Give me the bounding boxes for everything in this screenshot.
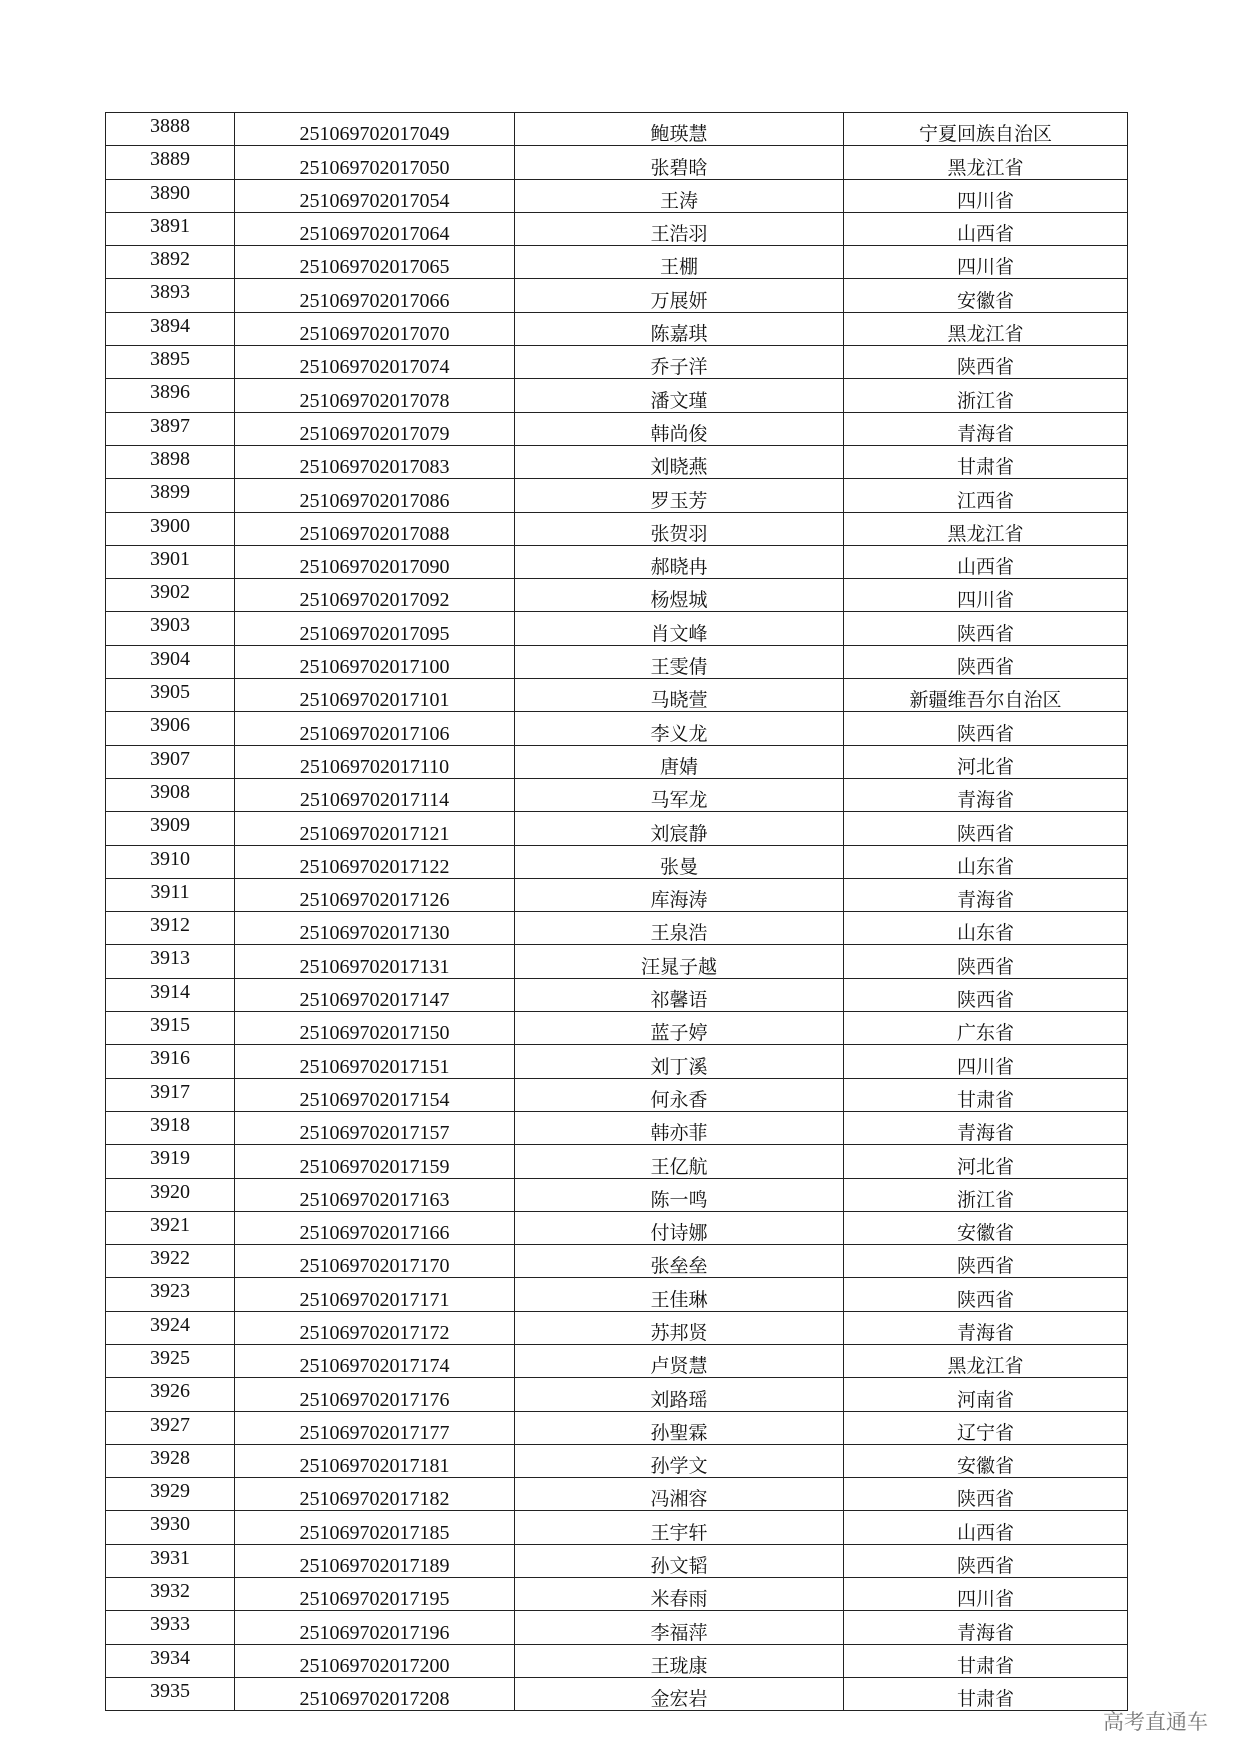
student-name-cell: 刘晓燕 bbox=[515, 445, 844, 478]
table-row bbox=[106, 1578, 1128, 1611]
exam-id-cell: 251069702017174 bbox=[235, 1344, 515, 1377]
student-name-cell: 唐婧 bbox=[515, 745, 844, 778]
student-name-cell: 杨煜城 bbox=[515, 579, 844, 612]
province-cell: 宁夏回族自治区 bbox=[844, 113, 1128, 146]
table-row bbox=[106, 1278, 1128, 1311]
table-row bbox=[106, 845, 1128, 878]
table-row bbox=[106, 1078, 1128, 1111]
student-name-cell: 王涛 bbox=[515, 179, 844, 212]
exam-id-cell: 251069702017172 bbox=[235, 1311, 515, 1344]
exam-id-cell: 251069702017074 bbox=[235, 346, 515, 379]
table-row bbox=[106, 1411, 1128, 1444]
exam-id-cell: 251069702017070 bbox=[235, 312, 515, 345]
student-name-cell: 王雯倩 bbox=[515, 645, 844, 678]
table-row bbox=[106, 1644, 1128, 1677]
row-number-cell: 3923 bbox=[106, 1278, 235, 1311]
table-row bbox=[106, 878, 1128, 911]
row-number-cell: 3894 bbox=[106, 312, 235, 345]
exam-id-cell: 251069702017110 bbox=[235, 745, 515, 778]
exam-id-cell: 251069702017147 bbox=[235, 978, 515, 1011]
student-name-cell: 乔子洋 bbox=[515, 346, 844, 379]
student-name-cell: 王浩羽 bbox=[515, 212, 844, 245]
table-row bbox=[106, 1245, 1128, 1278]
student-name-cell: 何永香 bbox=[515, 1078, 844, 1111]
row-number-cell: 3926 bbox=[106, 1378, 235, 1411]
row-number-cell: 3898 bbox=[106, 445, 235, 478]
exam-id-cell: 251069702017185 bbox=[235, 1511, 515, 1544]
province-cell: 黑龙江省 bbox=[844, 312, 1128, 345]
province-cell: 黑龙江省 bbox=[844, 146, 1128, 179]
student-name-cell: 罗玉芳 bbox=[515, 479, 844, 512]
row-number-cell: 3912 bbox=[106, 912, 235, 945]
table-row bbox=[106, 1611, 1128, 1644]
student-name-cell: 库海涛 bbox=[515, 878, 844, 911]
row-number-cell: 3934 bbox=[106, 1644, 235, 1677]
table-row bbox=[106, 1378, 1128, 1411]
exam-id-cell: 251069702017126 bbox=[235, 878, 515, 911]
province-cell: 四川省 bbox=[844, 1578, 1128, 1611]
student-name-cell: 潘文瑾 bbox=[515, 379, 844, 412]
table-row bbox=[106, 1478, 1128, 1511]
table-row bbox=[106, 412, 1128, 445]
province-cell: 河北省 bbox=[844, 1145, 1128, 1178]
exam-id-cell: 251069702017131 bbox=[235, 945, 515, 978]
student-name-cell: 刘宸静 bbox=[515, 812, 844, 845]
exam-id-cell: 251069702017050 bbox=[235, 146, 515, 179]
row-number-cell: 3900 bbox=[106, 512, 235, 545]
table-row bbox=[106, 1677, 1128, 1710]
row-number-cell: 3916 bbox=[106, 1045, 235, 1078]
table-row bbox=[106, 679, 1128, 712]
table-row bbox=[106, 279, 1128, 312]
table-row bbox=[106, 146, 1128, 179]
province-cell: 河南省 bbox=[844, 1378, 1128, 1411]
province-cell: 陕西省 bbox=[844, 712, 1128, 745]
exam-id-cell: 251069702017079 bbox=[235, 412, 515, 445]
row-number-cell: 3909 bbox=[106, 812, 235, 845]
row-number-cell: 3913 bbox=[106, 945, 235, 978]
student-name-cell: 刘丁溪 bbox=[515, 1045, 844, 1078]
table-row bbox=[106, 812, 1128, 845]
row-number-cell: 3905 bbox=[106, 679, 235, 712]
row-number-cell: 3914 bbox=[106, 978, 235, 1011]
province-cell: 青海省 bbox=[844, 1311, 1128, 1344]
province-cell: 江西省 bbox=[844, 479, 1128, 512]
province-cell: 黑龙江省 bbox=[844, 1344, 1128, 1377]
row-number-cell: 3919 bbox=[106, 1145, 235, 1178]
table-row bbox=[106, 778, 1128, 811]
row-number-cell: 3908 bbox=[106, 778, 235, 811]
table-row bbox=[106, 1511, 1128, 1544]
table-row bbox=[106, 312, 1128, 345]
province-cell: 陕西省 bbox=[844, 645, 1128, 678]
exam-id-cell: 251069702017101 bbox=[235, 679, 515, 712]
province-cell: 山西省 bbox=[844, 1511, 1128, 1544]
table-row bbox=[106, 1544, 1128, 1577]
exam-id-cell: 251069702017195 bbox=[235, 1578, 515, 1611]
row-number-cell: 3899 bbox=[106, 479, 235, 512]
table-row bbox=[106, 113, 1128, 146]
student-name-cell: 鲍瑛慧 bbox=[515, 113, 844, 146]
province-cell: 青海省 bbox=[844, 1611, 1128, 1644]
province-cell: 青海省 bbox=[844, 412, 1128, 445]
row-number-cell: 3911 bbox=[106, 878, 235, 911]
exam-id-cell: 251069702017095 bbox=[235, 612, 515, 645]
province-cell: 四川省 bbox=[844, 579, 1128, 612]
table-row bbox=[106, 1311, 1128, 1344]
province-cell: 山西省 bbox=[844, 212, 1128, 245]
exam-id-cell: 251069702017200 bbox=[235, 1644, 515, 1677]
student-name-cell: 张碧晗 bbox=[515, 146, 844, 179]
exam-id-cell: 251069702017176 bbox=[235, 1378, 515, 1411]
row-number-cell: 3920 bbox=[106, 1178, 235, 1211]
table-row bbox=[106, 479, 1128, 512]
student-name-cell: 王珑康 bbox=[515, 1644, 844, 1677]
table-row bbox=[106, 346, 1128, 379]
student-name-cell: 王棚 bbox=[515, 246, 844, 279]
row-number-cell: 3889 bbox=[106, 146, 235, 179]
student-name-cell: 王宇轩 bbox=[515, 1511, 844, 1544]
exam-id-cell: 251069702017122 bbox=[235, 845, 515, 878]
table-row bbox=[106, 1045, 1128, 1078]
exam-id-cell: 251069702017083 bbox=[235, 445, 515, 478]
exam-id-cell: 251069702017092 bbox=[235, 579, 515, 612]
row-number-cell: 3933 bbox=[106, 1611, 235, 1644]
table-row bbox=[106, 246, 1128, 279]
row-number-cell: 3907 bbox=[106, 745, 235, 778]
exam-id-cell: 251069702017171 bbox=[235, 1278, 515, 1311]
province-cell: 青海省 bbox=[844, 1111, 1128, 1144]
province-cell: 广东省 bbox=[844, 1012, 1128, 1045]
exam-id-cell: 251069702017157 bbox=[235, 1111, 515, 1144]
exam-id-cell: 251069702017090 bbox=[235, 545, 515, 578]
student-name-cell: 陈嘉琪 bbox=[515, 312, 844, 345]
province-cell: 浙江省 bbox=[844, 379, 1128, 412]
student-name-cell: 王泉浩 bbox=[515, 912, 844, 945]
province-cell: 安徽省 bbox=[844, 1211, 1128, 1244]
student-name-cell: 刘路瑶 bbox=[515, 1378, 844, 1411]
student-name-cell: 张贺羽 bbox=[515, 512, 844, 545]
exam-id-cell: 251069702017154 bbox=[235, 1078, 515, 1111]
row-number-cell: 3921 bbox=[106, 1211, 235, 1244]
exam-id-cell: 251069702017196 bbox=[235, 1611, 515, 1644]
table-row bbox=[106, 212, 1128, 245]
student-name-cell: 汪晁子越 bbox=[515, 945, 844, 978]
row-number-cell: 3910 bbox=[106, 845, 235, 878]
row-number-cell: 3891 bbox=[106, 212, 235, 245]
table-row bbox=[106, 512, 1128, 545]
table-row bbox=[106, 1145, 1128, 1178]
row-number-cell: 3890 bbox=[106, 179, 235, 212]
province-cell: 陕西省 bbox=[844, 812, 1128, 845]
table-row bbox=[106, 1178, 1128, 1211]
table-row bbox=[106, 712, 1128, 745]
row-number-cell: 3902 bbox=[106, 579, 235, 612]
exam-id-cell: 251069702017049 bbox=[235, 113, 515, 146]
table-row bbox=[106, 1111, 1128, 1144]
row-number-cell: 3892 bbox=[106, 246, 235, 279]
row-number-cell: 3918 bbox=[106, 1111, 235, 1144]
exam-id-cell: 251069702017086 bbox=[235, 479, 515, 512]
table-row bbox=[106, 945, 1128, 978]
table-body bbox=[106, 113, 1128, 1711]
table-row bbox=[106, 612, 1128, 645]
student-name-cell: 王佳琳 bbox=[515, 1278, 844, 1311]
exam-id-cell: 251069702017177 bbox=[235, 1411, 515, 1444]
row-number-cell: 3896 bbox=[106, 379, 235, 412]
exam-id-cell: 251069702017100 bbox=[235, 645, 515, 678]
table-row bbox=[106, 745, 1128, 778]
exam-id-cell: 251069702017166 bbox=[235, 1211, 515, 1244]
province-cell: 辽宁省 bbox=[844, 1411, 1128, 1444]
student-name-cell: 蓝子婷 bbox=[515, 1012, 844, 1045]
exam-id-cell: 251069702017064 bbox=[235, 212, 515, 245]
student-name-cell: 李福萍 bbox=[515, 1611, 844, 1644]
province-cell: 陕西省 bbox=[844, 1544, 1128, 1577]
student-name-cell: 卢贤慧 bbox=[515, 1344, 844, 1377]
student-name-cell: 孙学文 bbox=[515, 1444, 844, 1477]
row-number-cell: 3901 bbox=[106, 545, 235, 578]
table-row bbox=[106, 445, 1128, 478]
province-cell: 甘肃省 bbox=[844, 1078, 1128, 1111]
row-number-cell: 3932 bbox=[106, 1578, 235, 1611]
student-name-cell: 张曼 bbox=[515, 845, 844, 878]
student-name-cell: 米春雨 bbox=[515, 1578, 844, 1611]
table-row bbox=[106, 1444, 1128, 1477]
student-name-cell: 马军龙 bbox=[515, 778, 844, 811]
row-number-cell: 3924 bbox=[106, 1311, 235, 1344]
row-number-cell: 3895 bbox=[106, 346, 235, 379]
exam-id-cell: 251069702017181 bbox=[235, 1444, 515, 1477]
province-cell: 陕西省 bbox=[844, 1278, 1128, 1311]
province-cell: 四川省 bbox=[844, 1045, 1128, 1078]
province-cell: 安徽省 bbox=[844, 1444, 1128, 1477]
exam-id-cell: 251069702017066 bbox=[235, 279, 515, 312]
student-list-table bbox=[105, 112, 1128, 1711]
row-number-cell: 3915 bbox=[106, 1012, 235, 1045]
province-cell: 河北省 bbox=[844, 745, 1128, 778]
table-row bbox=[106, 1344, 1128, 1377]
province-cell: 新疆维吾尔自治区 bbox=[844, 679, 1128, 712]
row-number-cell: 3931 bbox=[106, 1544, 235, 1577]
row-number-cell: 3928 bbox=[106, 1444, 235, 1477]
exam-id-cell: 251069702017088 bbox=[235, 512, 515, 545]
student-name-cell: 苏邦贤 bbox=[515, 1311, 844, 1344]
student-name-cell: 张垒垒 bbox=[515, 1245, 844, 1278]
province-cell: 陕西省 bbox=[844, 978, 1128, 1011]
row-number-cell: 3935 bbox=[106, 1677, 235, 1710]
province-cell: 青海省 bbox=[844, 778, 1128, 811]
table-row bbox=[106, 912, 1128, 945]
student-name-cell: 韩尚俊 bbox=[515, 412, 844, 445]
exam-id-cell: 251069702017163 bbox=[235, 1178, 515, 1211]
province-cell: 甘肃省 bbox=[844, 1644, 1128, 1677]
table-row bbox=[106, 545, 1128, 578]
province-cell: 山东省 bbox=[844, 845, 1128, 878]
province-cell: 四川省 bbox=[844, 246, 1128, 279]
row-number-cell: 3893 bbox=[106, 279, 235, 312]
province-cell: 山西省 bbox=[844, 545, 1128, 578]
student-name-cell: 陈一鸣 bbox=[515, 1178, 844, 1211]
row-number-cell: 3930 bbox=[106, 1511, 235, 1544]
province-cell: 陕西省 bbox=[844, 1245, 1128, 1278]
student-name-cell: 肖文峰 bbox=[515, 612, 844, 645]
exam-id-cell: 251069702017130 bbox=[235, 912, 515, 945]
table-row bbox=[106, 379, 1128, 412]
province-cell: 陕西省 bbox=[844, 1478, 1128, 1511]
province-cell: 四川省 bbox=[844, 179, 1128, 212]
table-row bbox=[106, 1012, 1128, 1045]
table-row bbox=[106, 978, 1128, 1011]
exam-id-cell: 251069702017182 bbox=[235, 1478, 515, 1511]
student-name-cell: 韩亦菲 bbox=[515, 1111, 844, 1144]
province-cell: 浙江省 bbox=[844, 1178, 1128, 1211]
exam-id-cell: 251069702017170 bbox=[235, 1245, 515, 1278]
exam-id-cell: 251069702017121 bbox=[235, 812, 515, 845]
province-cell: 青海省 bbox=[844, 878, 1128, 911]
student-name-cell: 孙聖霖 bbox=[515, 1411, 844, 1444]
student-name-cell: 祁馨语 bbox=[515, 978, 844, 1011]
exam-id-cell: 251069702017078 bbox=[235, 379, 515, 412]
row-number-cell: 3888 bbox=[106, 113, 235, 146]
exam-id-cell: 251069702017189 bbox=[235, 1544, 515, 1577]
row-number-cell: 3927 bbox=[106, 1411, 235, 1444]
exam-id-cell: 251069702017114 bbox=[235, 778, 515, 811]
exam-id-cell: 251069702017208 bbox=[235, 1677, 515, 1710]
province-cell: 陕西省 bbox=[844, 612, 1128, 645]
exam-id-cell: 251069702017106 bbox=[235, 712, 515, 745]
province-cell: 陕西省 bbox=[844, 346, 1128, 379]
row-number-cell: 3906 bbox=[106, 712, 235, 745]
student-name-cell: 万展妍 bbox=[515, 279, 844, 312]
province-cell: 黑龙江省 bbox=[844, 512, 1128, 545]
table-row bbox=[106, 179, 1128, 212]
province-cell: 安徽省 bbox=[844, 279, 1128, 312]
exam-id-cell: 251069702017151 bbox=[235, 1045, 515, 1078]
row-number-cell: 3917 bbox=[106, 1078, 235, 1111]
student-name-cell: 付诗娜 bbox=[515, 1211, 844, 1244]
exam-id-cell: 251069702017065 bbox=[235, 246, 515, 279]
exam-id-cell: 251069702017150 bbox=[235, 1012, 515, 1045]
student-name-cell: 马晓萱 bbox=[515, 679, 844, 712]
row-number-cell: 3925 bbox=[106, 1344, 235, 1377]
province-cell: 甘肃省 bbox=[844, 445, 1128, 478]
student-name-cell: 金宏岩 bbox=[515, 1677, 844, 1710]
student-name-cell: 王亿航 bbox=[515, 1145, 844, 1178]
student-name-cell: 孙文韬 bbox=[515, 1544, 844, 1577]
student-name-cell: 李义龙 bbox=[515, 712, 844, 745]
exam-id-cell: 251069702017054 bbox=[235, 179, 515, 212]
student-name-cell: 郝晓冉 bbox=[515, 545, 844, 578]
row-number-cell: 3903 bbox=[106, 612, 235, 645]
table-row bbox=[106, 645, 1128, 678]
row-number-cell: 3897 bbox=[106, 412, 235, 445]
table-row bbox=[106, 1211, 1128, 1244]
exam-id-cell: 251069702017159 bbox=[235, 1145, 515, 1178]
row-number-cell: 3904 bbox=[106, 645, 235, 678]
province-cell: 陕西省 bbox=[844, 945, 1128, 978]
student-name-cell: 冯湘容 bbox=[515, 1478, 844, 1511]
row-number-cell: 3929 bbox=[106, 1478, 235, 1511]
province-cell: 甘肃省 bbox=[844, 1677, 1128, 1710]
province-cell: 山东省 bbox=[844, 912, 1128, 945]
watermark: 高考直通车 bbox=[1103, 1710, 1208, 1734]
row-number-cell: 3922 bbox=[106, 1245, 235, 1278]
table-row bbox=[106, 579, 1128, 612]
